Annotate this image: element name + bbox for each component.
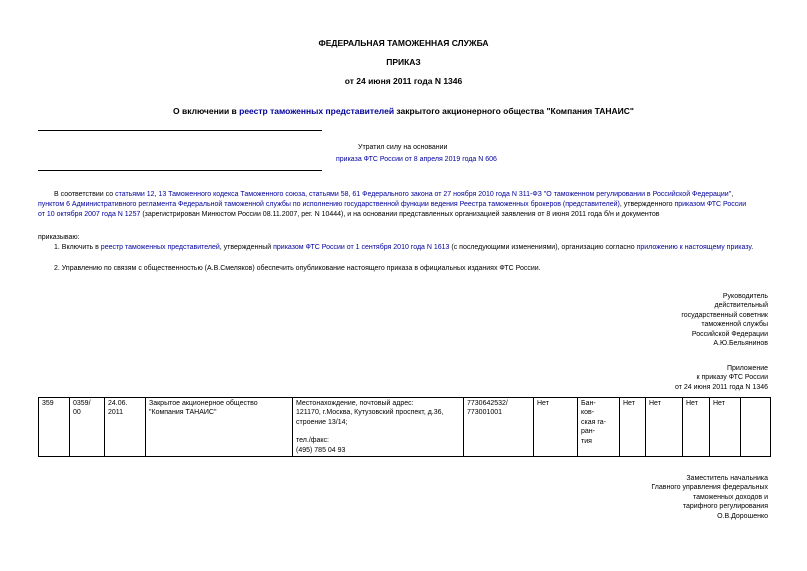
doc-title bbox=[0, 106, 807, 116]
preamble-date-link[interactable]: от 10 октября 2007 года N 1257 bbox=[38, 211, 141, 218]
title-suffix: закрытого акционерного общества "Компания ТАНАИС" bbox=[394, 106, 634, 116]
doc-type: ПРИКАЗ bbox=[386, 57, 421, 67]
item1-text: , утвержденный bbox=[219, 244, 274, 251]
appendix-line: к приказу ФТС России bbox=[696, 374, 768, 382]
signature-line: Российской Федерации bbox=[691, 330, 768, 338]
preamble-text: , утвержденного bbox=[619, 201, 675, 208]
item1-text: (с последующими изменениями), организацию согласно bbox=[449, 244, 637, 251]
preamble-text: (зарегистрирован Минюстом России 08.11.2007, рег. N 10444), и на основании представленных организацией заявления от 8 июня 2011 года б/н и документов bbox=[140, 211, 660, 218]
signature-line: действительный bbox=[714, 302, 768, 310]
item1-registry-link[interactable]: реестр таможенных представителей bbox=[100, 244, 220, 251]
preamble-law-link[interactable]: статьями 12, 13 Таможенного кодекса Таможенного союза, статьями 58, 61 Федерального закона от 27 ноября 2010 года N 311-ФЗ "О таможенном регулировании в Российской Федерации" bbox=[115, 191, 732, 198]
deputy-name: О.В.Дорошенко bbox=[717, 512, 768, 520]
signature-name: А.Ю.Бельянинов bbox=[713, 340, 768, 348]
deputy-line: Заместитель начальника bbox=[686, 475, 768, 482]
title-registry-link[interactable]: реестр таможенных представителей bbox=[239, 106, 395, 116]
agency-name: ФЕДЕРАЛЬНАЯ ТАМОЖЕННАЯ СЛУЖБА bbox=[318, 38, 489, 48]
cell-col11: Нет bbox=[683, 398, 710, 457]
cell-col10: Нет bbox=[646, 398, 683, 457]
phone-value: (495) 785 04 93 bbox=[296, 446, 346, 454]
cell-col9: Нет bbox=[620, 398, 646, 457]
appendix-table bbox=[38, 397, 771, 457]
lost-force-label: Утратил силу на основании bbox=[358, 144, 448, 151]
deputy-block bbox=[548, 474, 768, 521]
divider-bottom bbox=[38, 170, 322, 171]
preamble-line2 bbox=[38, 200, 770, 209]
item1-text: . bbox=[751, 244, 754, 251]
item1-order-link[interactable]: приказом ФТС России от 1 сентября 2010 года N 1613 bbox=[273, 244, 450, 251]
address-line: Местонахождение, почтовый адрес: bbox=[296, 400, 414, 407]
address-line: 121170, г.Москва, Кутузовский проспект, д.36, bbox=[296, 409, 444, 417]
deputy-line: таможенных доходов и bbox=[692, 493, 768, 501]
deputy-line: тарифного регулирования bbox=[682, 503, 768, 511]
table-row bbox=[39, 398, 771, 457]
appendix-line: от 24 июня 2011 года N 1346 bbox=[674, 383, 768, 391]
preamble-text: , bbox=[731, 191, 734, 198]
preamble-regulation-link[interactable]: пунктом 6 Административного регламента Федеральной таможенной службы по исполнению государственной функции ведения Реестра таможенных брокеров (представителей) bbox=[38, 201, 620, 208]
cell-col12: Нет bbox=[710, 398, 741, 457]
item1-appendix-link[interactable]: приложению к настоящему приказу bbox=[636, 244, 752, 251]
order-word: приказываю: bbox=[38, 234, 80, 241]
cell-number: 359 bbox=[39, 398, 70, 457]
appendix-line: Приложение bbox=[726, 365, 768, 372]
title-prefix: О включении в bbox=[173, 106, 240, 116]
preamble-line3 bbox=[38, 210, 770, 219]
cell-address bbox=[293, 398, 464, 457]
cell-reg-number: 0359/ 00 bbox=[70, 398, 105, 457]
cell-organization: Закрытое акционерное общество "Компания ТАНАИС" bbox=[146, 398, 293, 457]
preamble-order-link[interactable]: приказом ФТС России bbox=[674, 201, 747, 208]
signature-block bbox=[568, 292, 768, 348]
signature-line: Руководитель bbox=[722, 293, 768, 300]
order-item-2: 2. Управлению по связям с общественностью (А.В.Смеляков) обеспечить опубликование настоящего приказа в официальных изданиях ФТС России. bbox=[54, 265, 541, 272]
item1-text: 1. Включить в bbox=[54, 244, 101, 251]
appendix-header bbox=[568, 364, 768, 392]
signature-line: таможенной службы bbox=[701, 321, 768, 329]
cell-col13 bbox=[741, 398, 771, 457]
deputy-line: Главного управления федеральных bbox=[651, 484, 768, 492]
divider-top bbox=[38, 130, 322, 131]
lost-force-link[interactable]: приказа ФТС России от 8 апреля 2019 года N 606 bbox=[336, 156, 497, 163]
cell-inn-kpp: 7730642532/ 773001001 bbox=[464, 398, 534, 457]
address-line: строение 13/14; bbox=[296, 418, 348, 426]
preamble-line1 bbox=[38, 190, 770, 199]
order-item-1 bbox=[54, 243, 753, 252]
preamble-text: В соответствии со bbox=[54, 191, 116, 198]
cell-col7: Нет bbox=[534, 398, 578, 457]
cell-guarantee: Бан- ков- ская га- ран- тия bbox=[578, 398, 620, 457]
phone-label: тел./факс: bbox=[296, 437, 330, 445]
signature-line: государственный советник bbox=[681, 311, 768, 319]
cell-date: 24.06. 2011 bbox=[105, 398, 146, 457]
doc-date: от 24 июня 2011 года N 1346 bbox=[344, 76, 463, 86]
